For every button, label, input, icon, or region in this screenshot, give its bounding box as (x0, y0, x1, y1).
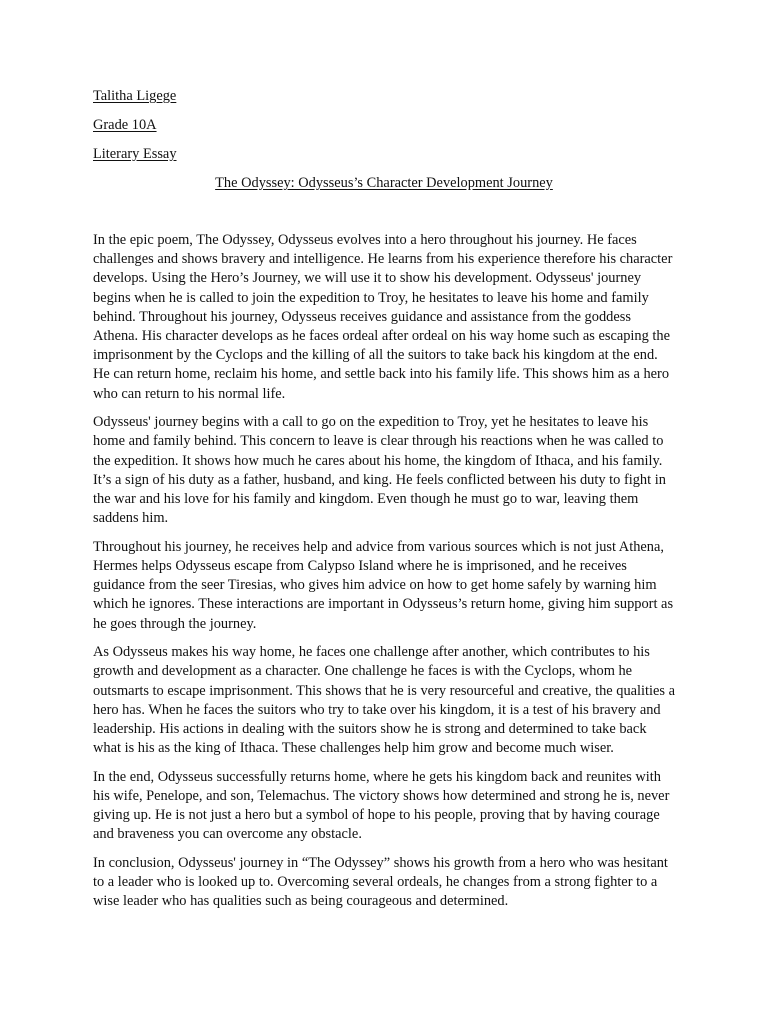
grade-label: Grade 10A (93, 117, 157, 133)
essay-type-label: Literary Essay (93, 146, 177, 162)
paragraph-introduction: In the epic poem, The Odyssey, Odysseus evolves into a hero throughout his journey. He faces challenges and shows bravery and intelligence. He learns from his experience therefore his character develops. Using the Hero’s Journey, we will use it to show his development. Odysseus' journey begins when he is called to join the expedition to Troy, he hesitates to leave his home and family behind. Throughout his journey, Odysseus receives guidance and assistance from the goddess Athena. His character develops as he faces ordeal after ordeal on his way home such as escaping the imprisonment by the Cyclops and the killing of all the suitors to take back his kingdom at the end. He can return home, reclaim his home, and settle back into his family life. This shows him as a hero who can return to his normal life. (93, 232, 673, 402)
paragraph-guidance: Throughout his journey, he receives help and advice from various sources which is not just Athena, Hermes helps Odysseus escape from Calypso Island where he is imprisoned, and he receives guidance from the seer Tiresias, who gives him advice on how to get home safely by warning him which he ignores. These interactions are important in Odysseus’s return home, giving him support as he goes through the journey. (93, 538, 674, 632)
paragraph-conclusion: In conclusion, Odysseus' journey in “The Odyssey” shows his growth from a hero who was hesitant to a leader who is looked up to. Overcoming several ordeals, he changes from a strong fighter to a wise leader who has qualities such as being courageous and determined. (93, 855, 668, 910)
paragraph-challenges: As Odysseus makes his way home, he faces one challenge after another, which contributes to his growth and development as a character. One challenge he faces is with the Cyclops, whom he outsmarts to escape imprisonment. This shows that he is very resourceful and creative, the qualities a hero has. When he faces the suitors who try to take over his kingdom, it is a test of his bravery and leadership. His actions in dealing with the suitors show he is strong and determined to take back what is his as the king of Ithaca. These challenges help him grow and become much wiser. (93, 644, 675, 757)
paragraph-return-home: In the end, Odysseus successfully returns home, where he gets his kingdom back and reunites with his wife, Penelope, and son, Telemachus. The victory shows how determined and strong he is, never giving up. He is not just a hero but a symbol of hope to his people, proving that by having courage and braveness you can overcome any obstacle. (93, 768, 670, 843)
author-name: Talitha Ligege (93, 88, 177, 104)
paragraph-call-to-adventure: Odysseus' journey begins with a call to go on the expedition to Troy, yet he hesitates to leave his home and family behind. This concern to leave is clear through his reactions when he was called to the expedition. It shows how much he cares about his home, the kingdom of Ithaca, and his family. It’s a sign of his duty as a father, husband, and king. He feels conflicted between his duty to fight in the war and his love for his family and kingdom. Even though he must go to war, leaving them saddens him. (93, 414, 666, 527)
essay-body (93, 231, 675, 921)
essay-title: The Odyssey: Odysseus’s Character Development Journey (215, 175, 553, 191)
